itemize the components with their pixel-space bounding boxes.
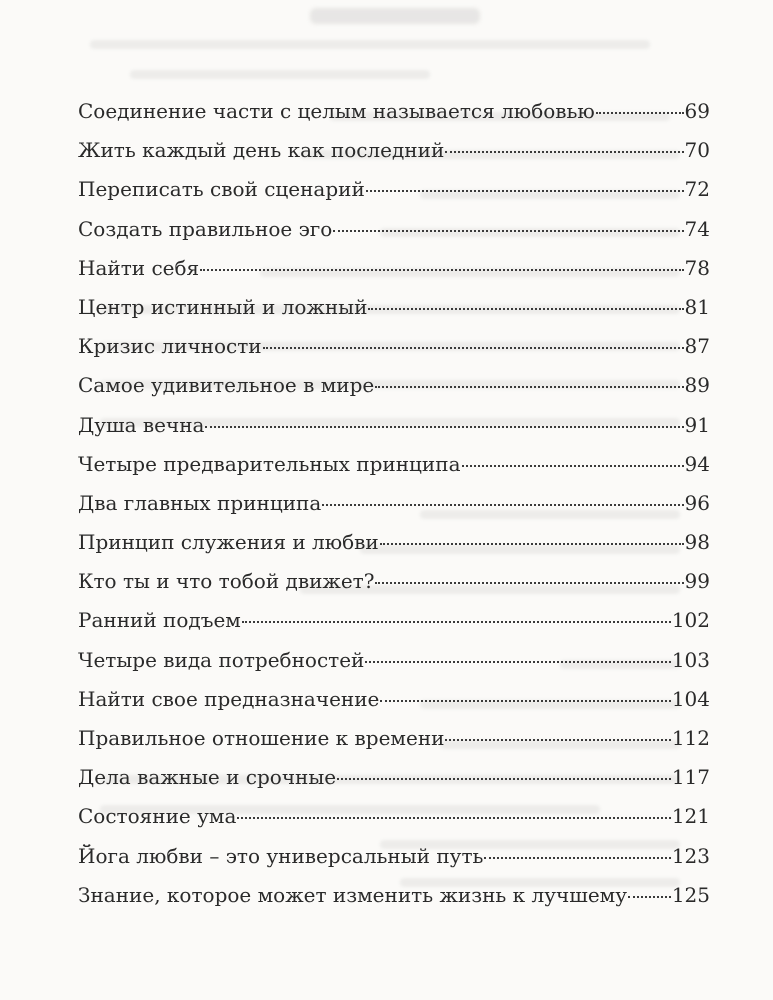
toc-entry-title: Соединение части с целым называется любовью — [78, 99, 595, 123]
toc-entry-title: Найти свое предназначение — [78, 686, 380, 711]
toc-entry-title: Создать правильное эго — [78, 216, 333, 241]
toc-entry-page-number: 121 — [671, 804, 710, 829]
toc-entry-page-number: 125 — [671, 882, 710, 907]
toc-entry-page-number: 112 — [671, 726, 710, 750]
toc-entry — [78, 92, 710, 131]
dot-leader — [375, 385, 683, 388]
toc-entry — [78, 758, 710, 797]
toc-entry-title: Правильное отношение к времени — [78, 726, 445, 750]
toc-entry-page-number: 104 — [671, 686, 710, 711]
dot-leader — [596, 111, 684, 114]
toc-entry — [78, 601, 710, 640]
toc-entry-title: Переписать свой сценарий — [78, 177, 365, 202]
toc-entry-title: Кто ты и что тобой движет? — [78, 569, 375, 594]
toc-entry — [78, 837, 710, 876]
toc-entry-page-number: 70 — [684, 138, 710, 163]
toc-entry — [78, 131, 710, 170]
toc-entry-page-number: 94 — [684, 451, 710, 476]
toc-entry-title: Ранний подъем — [78, 608, 241, 633]
toc-entry-page-number: 78 — [684, 255, 710, 280]
toc-entry — [78, 484, 710, 523]
toc-entry-title: Два главных принципа — [78, 490, 322, 515]
dot-leader — [484, 856, 670, 859]
toc-entry-title: Центр истинный и ложный — [78, 294, 368, 319]
dot-leader — [337, 777, 671, 780]
toc-entry-page-number: 117 — [671, 765, 710, 790]
toc-entry-page-number: 96 — [684, 490, 710, 515]
dot-leader — [365, 660, 670, 663]
toc-entry-title: Душа вечна — [78, 412, 205, 437]
dot-leader — [445, 150, 683, 153]
toc-entry-page-number: 81 — [684, 294, 710, 319]
dot-leader — [200, 268, 683, 271]
toc-entry-title: Кризис личности — [78, 334, 262, 359]
toc-entry — [78, 170, 710, 209]
dot-leader — [263, 346, 684, 349]
toc-entry-title: Жить каждый день как последний — [78, 138, 445, 163]
toc-entry-page-number: 99 — [684, 569, 710, 594]
toc-entry — [78, 523, 710, 562]
toc-entry-page-number: 74 — [684, 216, 710, 241]
toc-entry-page-number: 98 — [684, 530, 710, 555]
toc-entry — [78, 445, 710, 484]
toc-entry-page-number: 103 — [671, 647, 710, 672]
toc-entry-title: Йога любви – это универсальный путь — [78, 843, 484, 868]
toc-entry-page-number: 87 — [684, 334, 710, 359]
toc-entry — [78, 327, 710, 366]
dot-leader — [205, 425, 683, 428]
dot-leader — [333, 229, 683, 232]
dot-leader — [628, 895, 671, 898]
dot-leader — [322, 503, 683, 506]
dot-leader — [237, 816, 670, 819]
toc-entry-page-number: 102 — [671, 608, 710, 633]
toc-entry — [78, 366, 710, 405]
toc-entry-title: Четыре вида потребностей — [78, 647, 365, 672]
toc-entry — [78, 680, 710, 719]
dot-leader — [368, 307, 683, 310]
toc-entry-page-number: 89 — [684, 373, 710, 398]
toc-entry — [78, 797, 710, 836]
toc-entry — [78, 719, 710, 758]
toc-entry-title: Четыре предварительных принципа — [78, 451, 461, 476]
dot-leader — [380, 699, 670, 702]
toc-entry-page-number: 91 — [684, 412, 710, 437]
toc-entry-title: Состояние ума — [78, 804, 237, 829]
toc-entry — [78, 210, 710, 249]
toc-entry — [78, 641, 710, 680]
dot-leader — [242, 620, 671, 623]
toc-entry — [78, 876, 710, 915]
dot-leader — [375, 581, 683, 584]
toc-entry-page-number: 123 — [671, 843, 710, 868]
dot-leader — [462, 464, 684, 467]
toc-entry-title: Самое удивительное в мире — [78, 373, 375, 398]
toc-entry-title: Принцип служения и любви — [78, 530, 379, 555]
toc-entry — [78, 562, 710, 601]
toc-entry-page-number: 69 — [684, 99, 710, 123]
toc-entry — [78, 249, 710, 288]
toc-entry — [78, 406, 710, 445]
toc-entry-page-number: 72 — [684, 177, 710, 202]
dot-leader — [366, 189, 684, 192]
dot-leader — [445, 738, 670, 741]
toc-entry-title: Дела важные и срочные — [78, 765, 337, 790]
toc-entry-title: Знание, которое может изменить жизнь к лучшему — [78, 882, 627, 907]
toc-entry — [78, 288, 710, 327]
table-of-contents — [78, 92, 710, 915]
toc-entry-title: Найти себя — [78, 255, 200, 280]
dot-leader — [380, 542, 684, 545]
